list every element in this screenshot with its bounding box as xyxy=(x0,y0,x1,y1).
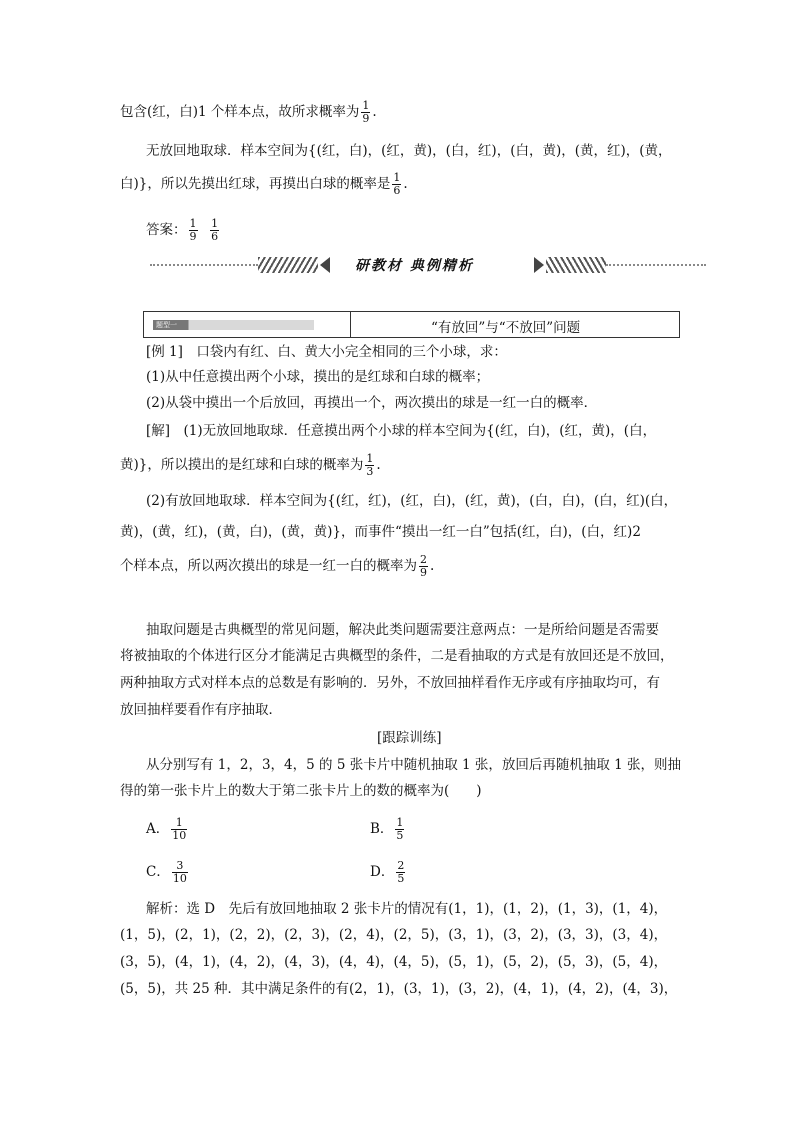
answer-line xyxy=(146,218,221,243)
analysis-line4: (5，5)，共 25 种．其中满足条件的有(2，1)，(3，1)，(3，2)，(4，1)，(4，2)，(4，3)， xyxy=(120,981,678,997)
solution-line5: 个样本点，所以两次摸出的球是一红一白的概率为 $\frac{2}{9}$ . xyxy=(120,553,435,579)
answer-label: 答案： xyxy=(146,222,187,238)
para1-text: 包含(红，白)1 个样本点，故所求概率为 xyxy=(120,104,360,120)
analysis-line2: (1，5)，(2，1)，(2，2)，(2，3)，(2，4)，(2，5)，(3，1)，(3，2)，(3，3)，(3，4)， xyxy=(120,927,668,943)
para2-line2: 白)}，所以先摸出红球，再摸出白球的概率是 $\frac{1}{6}$ . xyxy=(120,171,408,197)
fraction: $\frac{1}{9}$ xyxy=(362,99,370,125)
topic-box xyxy=(143,311,680,338)
analysis-line1: 解析：选 D 先后有放回地抽取 2 张卡片的情况有(1，1)，(1，2)，(1，3)，(1，4)， xyxy=(146,901,668,917)
topic-title: “有放回”与“不放回”问题 xyxy=(431,320,581,336)
banner-title: 研教材 典例精析 xyxy=(355,258,474,274)
option-c: C． $\frac{3}{10}$ xyxy=(146,859,187,885)
para1-line: 包含(红，白)1 个样本点，故所求概率为 $\frac{1}{9}$ . xyxy=(120,99,377,125)
fraction: $\frac{2}{5}$ xyxy=(397,859,405,885)
example-line1: [例 1] 口袋内有红、白、黄大小完全相同的三个小球，求： xyxy=(146,344,507,360)
banner-dots-left xyxy=(150,264,258,266)
fraction: $\frac{1}{10}$ xyxy=(172,816,187,842)
solution-line1: [解] (1)无放回地取球．任意摸出两个小球的样本空间为{(红，白)，(红，黄)，(白， xyxy=(146,423,657,439)
summary-line2: 将被抽取的个体进行区分才能满足古典概型的条件，二是看抽取的方式是有放回还是不放回， xyxy=(120,648,674,664)
solution-line3: (2)有放回地取球．样本空间为{(红，红)，(红，白)，(红，黄)，(白，白)，(白，红)(白， xyxy=(146,493,678,509)
banner-hatch-right xyxy=(546,257,606,273)
fraction: $\frac{1}{5}$ xyxy=(396,816,404,842)
fraction: $\frac{3}{10}$ xyxy=(172,859,187,885)
fraction: $\frac{1}{3}$ xyxy=(366,452,374,478)
summary-line3: 两种抽取方式对样本点的总数是有影响的．另外，不放回抽样看作无序或有序抽取均可，有 xyxy=(120,675,660,691)
topic-tag: 题型一 xyxy=(153,320,314,330)
option-a: A． $\frac{1}{10}$ xyxy=(146,816,187,842)
example-line3: (2)从袋中摸出一个后放回，再摸出一个，两次摸出的球是一红一白的概率． xyxy=(146,395,598,411)
section-banner xyxy=(150,254,706,276)
banner-dots-right xyxy=(606,264,706,266)
example-line2: (1)从中任意摸出两个小球，摸出的是红球和白球的概率； xyxy=(146,369,490,385)
banner-hatch-left xyxy=(258,257,318,273)
arrow-right-icon xyxy=(534,257,544,273)
training-heading: [跟踪训练] xyxy=(377,730,442,746)
question-line2: 得的第一张卡片上的数大于第二张卡片上的数的概率为( ) xyxy=(120,783,482,799)
solution-line2: 黄)}，所以摸出的是红球和白球的概率为 $\frac{1}{3}$ . xyxy=(120,452,381,478)
option-d: D． $\frac{2}{5}$ xyxy=(370,859,405,885)
arrow-left-icon xyxy=(320,257,330,273)
para2-line1: 无放回地取球．样本空间为{(红，白)，(红，黄)，(白，红)，(白，黄)，(黄，红)，(黄， xyxy=(146,143,672,159)
option-b: B． $\frac{1}{5}$ xyxy=(370,816,404,842)
question-line1: 从分别写有 1，2，3，4，5 的 5 张卡片中随机抽取 1 张，放回后再随机抽取 1 张，则抽 xyxy=(146,757,682,773)
fraction: $\frac{1}{6}$ xyxy=(211,217,219,243)
summary-line4: 放回抽样要看作有序抽取． xyxy=(120,702,282,718)
summary-line1: 抽取问题是古典概型的常见问题，解决此类问题需要注意两点：一是所给问题是否需要 xyxy=(146,622,659,638)
analysis-line3: (3，5)，(4，1)，(4，2)，(4，3)，(4，4)，(4，5)，(5，1)，(5，2)，(5，3)，(5，4)， xyxy=(120,954,668,970)
solution-line4: 黄)，(黄，红)，(黄，白)，(黄，黄)}，而事件“摸出一红一白”包括(红，白)，(白，红)2 xyxy=(120,524,641,540)
fraction: $\frac{1}{9}$ xyxy=(189,217,197,243)
topic-divider xyxy=(350,312,351,337)
fraction: $\frac{2}{9}$ xyxy=(420,553,427,579)
fraction: $\frac{1}{6}$ xyxy=(393,171,401,197)
